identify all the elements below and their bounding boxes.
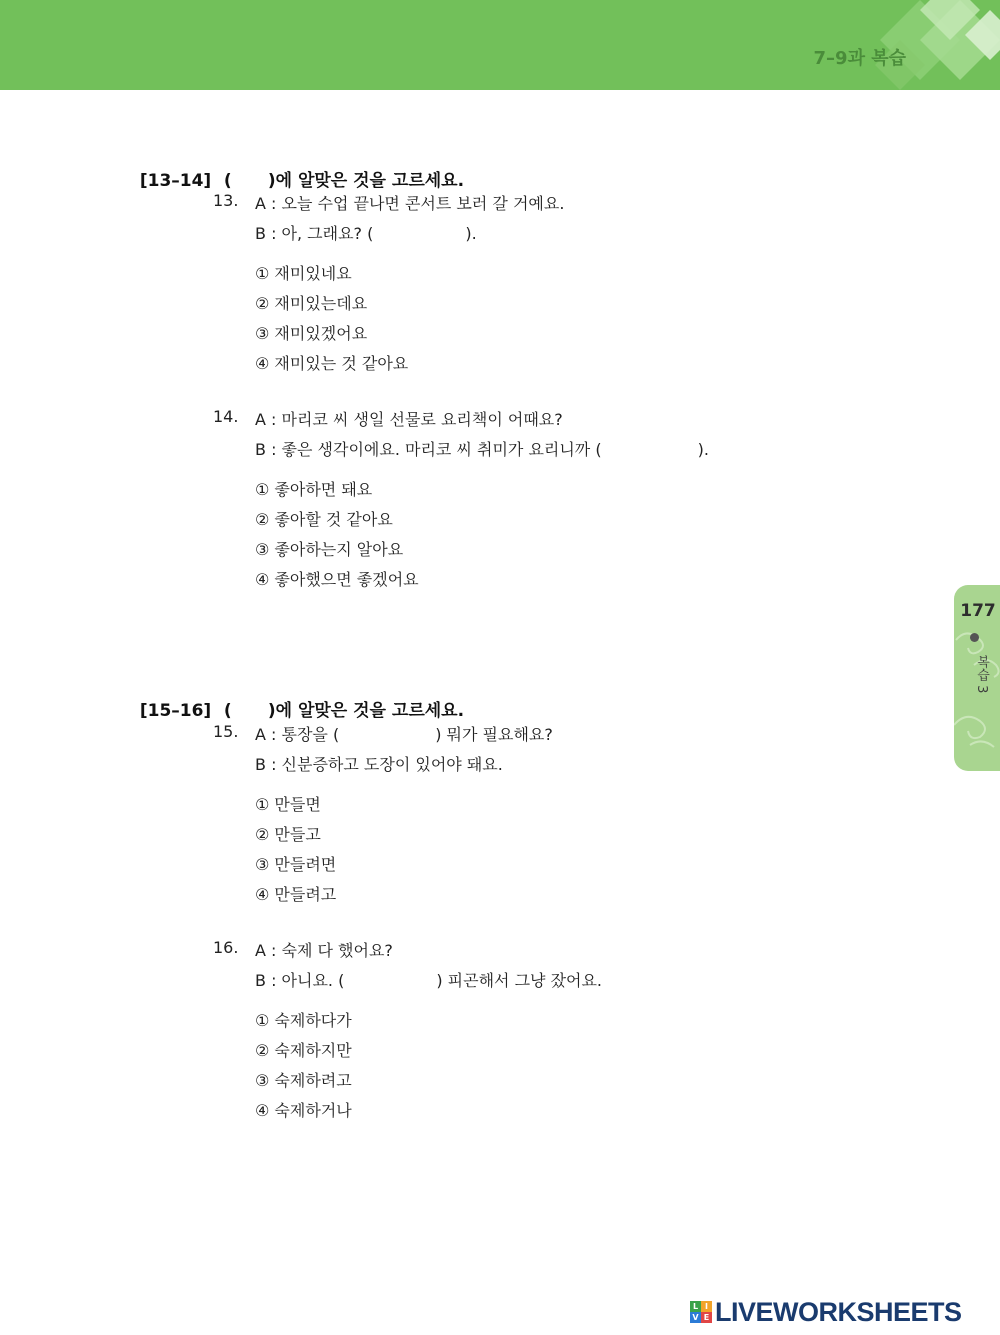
section-range: [13–14]	[139, 171, 212, 191]
dialogue-b-after: ).	[697, 440, 709, 459]
dialogue-a-after: ) 뭐가 필요해요?	[435, 725, 553, 744]
liveworksheets-logo	[690, 1297, 962, 1327]
header-title: 7–9과 복습	[813, 48, 906, 69]
option-2[interactable]: ② 좋아할 것 같아요	[255, 510, 393, 529]
option-3[interactable]: ③ 숙제하려고	[255, 1071, 352, 1090]
logo-text: LIVEWORKSHEETS	[715, 1296, 962, 1327]
open-paren: (	[223, 701, 232, 721]
option-3[interactable]: ③ 만들려면	[255, 855, 337, 874]
option-3[interactable]: ③ 재미있겠어요	[255, 324, 368, 343]
dialogue-b	[255, 968, 602, 991]
dialogue-a	[255, 722, 553, 745]
option-4[interactable]: ④ 좋아했으면 좋겠어요	[255, 570, 419, 589]
option-1[interactable]: ① 숙제하다가	[255, 1011, 352, 1030]
option-2[interactable]: ② 재미있는데요	[255, 294, 368, 313]
section-heading	[128, 676, 464, 721]
dialogue-b-after: ).	[465, 224, 477, 243]
dialogue-b-before: B : 아니요. (	[255, 971, 345, 990]
dialogue-b: B : 신분증하고 도장이 있어야 돼요.	[255, 755, 503, 774]
dialogue-b-before: B : 좋은 생각이에요. 마리코 씨 취미가 요리니까 (	[255, 440, 602, 459]
dialogue-a-before: A : 통장을 (	[255, 725, 340, 744]
option-1[interactable]: ① 만들면	[255, 795, 321, 814]
section-heading	[128, 146, 464, 191]
header-band	[0, 0, 1000, 90]
page-number: 177	[960, 601, 996, 621]
option-2[interactable]: ② 만들고	[255, 825, 321, 844]
question-number: 13.	[213, 191, 239, 210]
dialogue-a: A : 오늘 수업 끝나면 콘서트 보러 갈 거예요.	[255, 194, 565, 213]
section-range: [15–16]	[139, 701, 212, 721]
section-instruction: )에 알맞은 것을 고르세요.	[267, 171, 465, 191]
option-4[interactable]: ④ 숙제하거나	[255, 1101, 352, 1120]
option-1[interactable]: ① 좋아하면 돼요	[255, 480, 373, 499]
dialogue-b-after: ) 피곤해서 그냥 잤어요.	[436, 971, 603, 990]
section-instruction: )에 알맞은 것을 고르세요.	[267, 701, 465, 721]
option-1[interactable]: ① 재미있네요	[255, 264, 352, 283]
dialogue-a: A : 숙제 다 했어요?	[255, 941, 393, 960]
question-number: 14.	[213, 407, 239, 426]
option-3[interactable]: ③ 좋아하는지 알아요	[255, 540, 404, 559]
dialogue-b	[255, 221, 477, 244]
question-number: 16.	[213, 938, 239, 957]
option-4[interactable]: ④ 재미있는 것 같아요	[255, 354, 409, 373]
dialogue-b-before: B : 아, 그래요? (	[255, 224, 374, 243]
dialogue-b	[255, 437, 709, 460]
side-tab	[954, 585, 1000, 771]
bullet-dot	[970, 633, 979, 642]
question-number: 15.	[213, 722, 239, 741]
option-2[interactable]: ② 숙제하지만	[255, 1041, 352, 1060]
logo-mark-icon: L I V E	[690, 1301, 712, 1323]
section-label: 복습 3	[974, 655, 989, 694]
open-paren: (	[223, 171, 232, 191]
option-4[interactable]: ④ 만들려고	[255, 885, 337, 904]
dialogue-a: A : 마리코 씨 생일 선물로 요리책이 어때요?	[255, 410, 563, 429]
